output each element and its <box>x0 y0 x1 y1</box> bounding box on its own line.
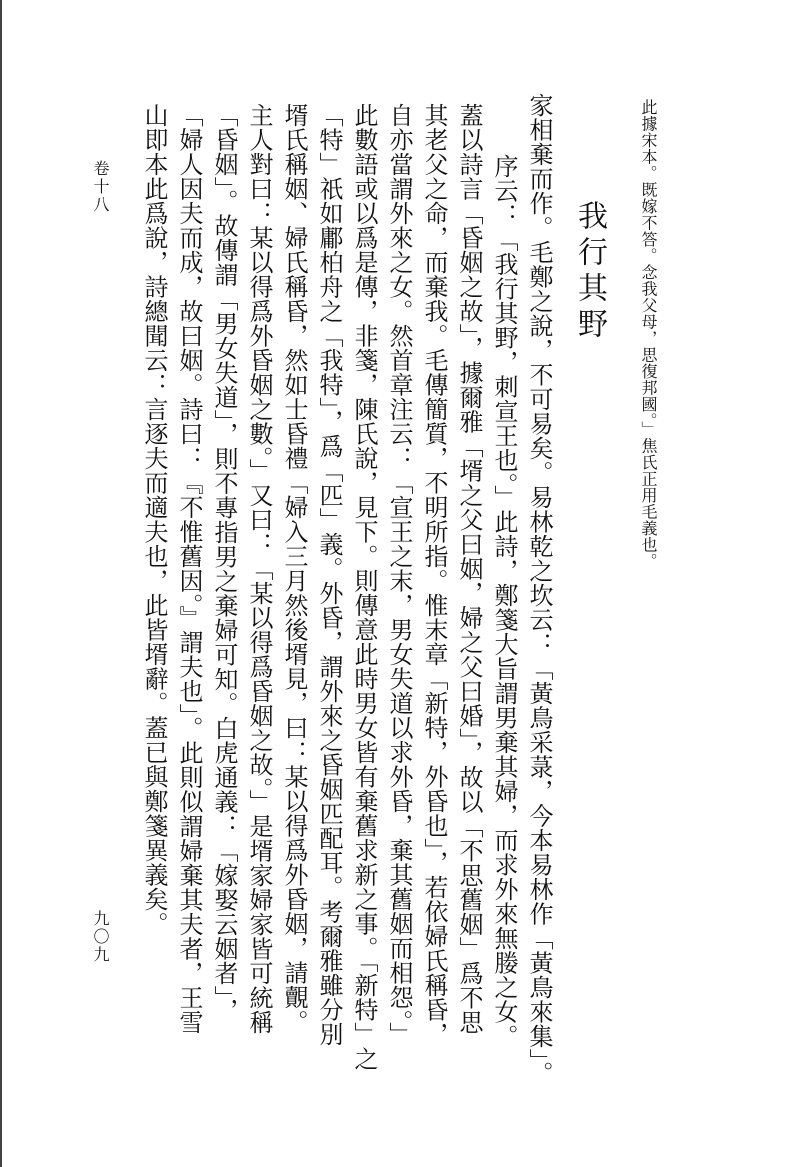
text-column-9: 壻氏稱姻、婦氏稱昏，然如士昏禮「婦入三月然後壻見，曰：某以得爲外昏姻，請覿。 <box>280 103 308 1034</box>
text-column-5: 其老父之命，而棄我。毛傳簡質，不明所指。惟末章「新特，外昏也」，若依婦氏稱昏， <box>420 103 448 1047</box>
page-number: 九〇九 <box>91 910 110 964</box>
text-column-1: 家相棄而作。毛鄭之說，不可易矣。易林乾之坎云：「黃鳥采菉，今本易林作「黃鳥來集」。 <box>525 93 553 1086</box>
text-column-4: 蓋以詩言「昏姻之故」，據爾雅「壻之父曰姻，婦之父曰婚」，故以「不思舊姻」爲不思 <box>455 103 483 1035</box>
text-column-11: 「昏姻」。故傳謂「男女失道」，則不專指男之棄婦可知。白虎通義：「嫁娶云姻者」， <box>210 103 238 1023</box>
section-title: 我行其野 <box>572 200 607 344</box>
text-column-12: 「婦人因夫而成，故曰姻。詩曰：『不惟舊因。』謂夫也」。此則似謂婦棄其夫者，王雪 <box>175 103 203 1035</box>
text-column-10: 主人對曰：某以得爲外昏姻之數。」又曰：「某以得爲昏姻之故。」是壻家婦家皆可統稱 <box>245 103 273 1035</box>
text-column-3: 序云：「我行其野，刺宣王也。」此詩，鄭箋大旨謂男棄其婦，而求外來無媵之女。 <box>490 154 518 1049</box>
text-column-13: 山即本此爲說，詩總聞云：言逐夫而適夫也，此皆壻辭。蓋已與鄭箋異義矣。 <box>140 103 168 936</box>
text-column-6: 自亦當謂外來之女。然首章注云：「宣王之末，男女失道以求外昏，棄其舊姻而相怨。」 <box>385 103 413 1047</box>
running-head: 卷十八 <box>91 160 110 214</box>
text-column-7: 此數語或以爲是傳，非箋，陳氏說，見下。則傳意此時男女皆有棄舊求新之事。「新特」之 <box>350 103 378 1071</box>
text-column-8: 「特」祇如鄘柏舟之「我特」，爲「匹」義。外昏，謂外來之昏姻匹配耳。考爾雅雖分別 <box>315 103 343 1047</box>
text-column-2: 此據宋本。既嫁不答。念我父母，思復邦國。」焦氏正用毛義也。 <box>639 99 658 570</box>
